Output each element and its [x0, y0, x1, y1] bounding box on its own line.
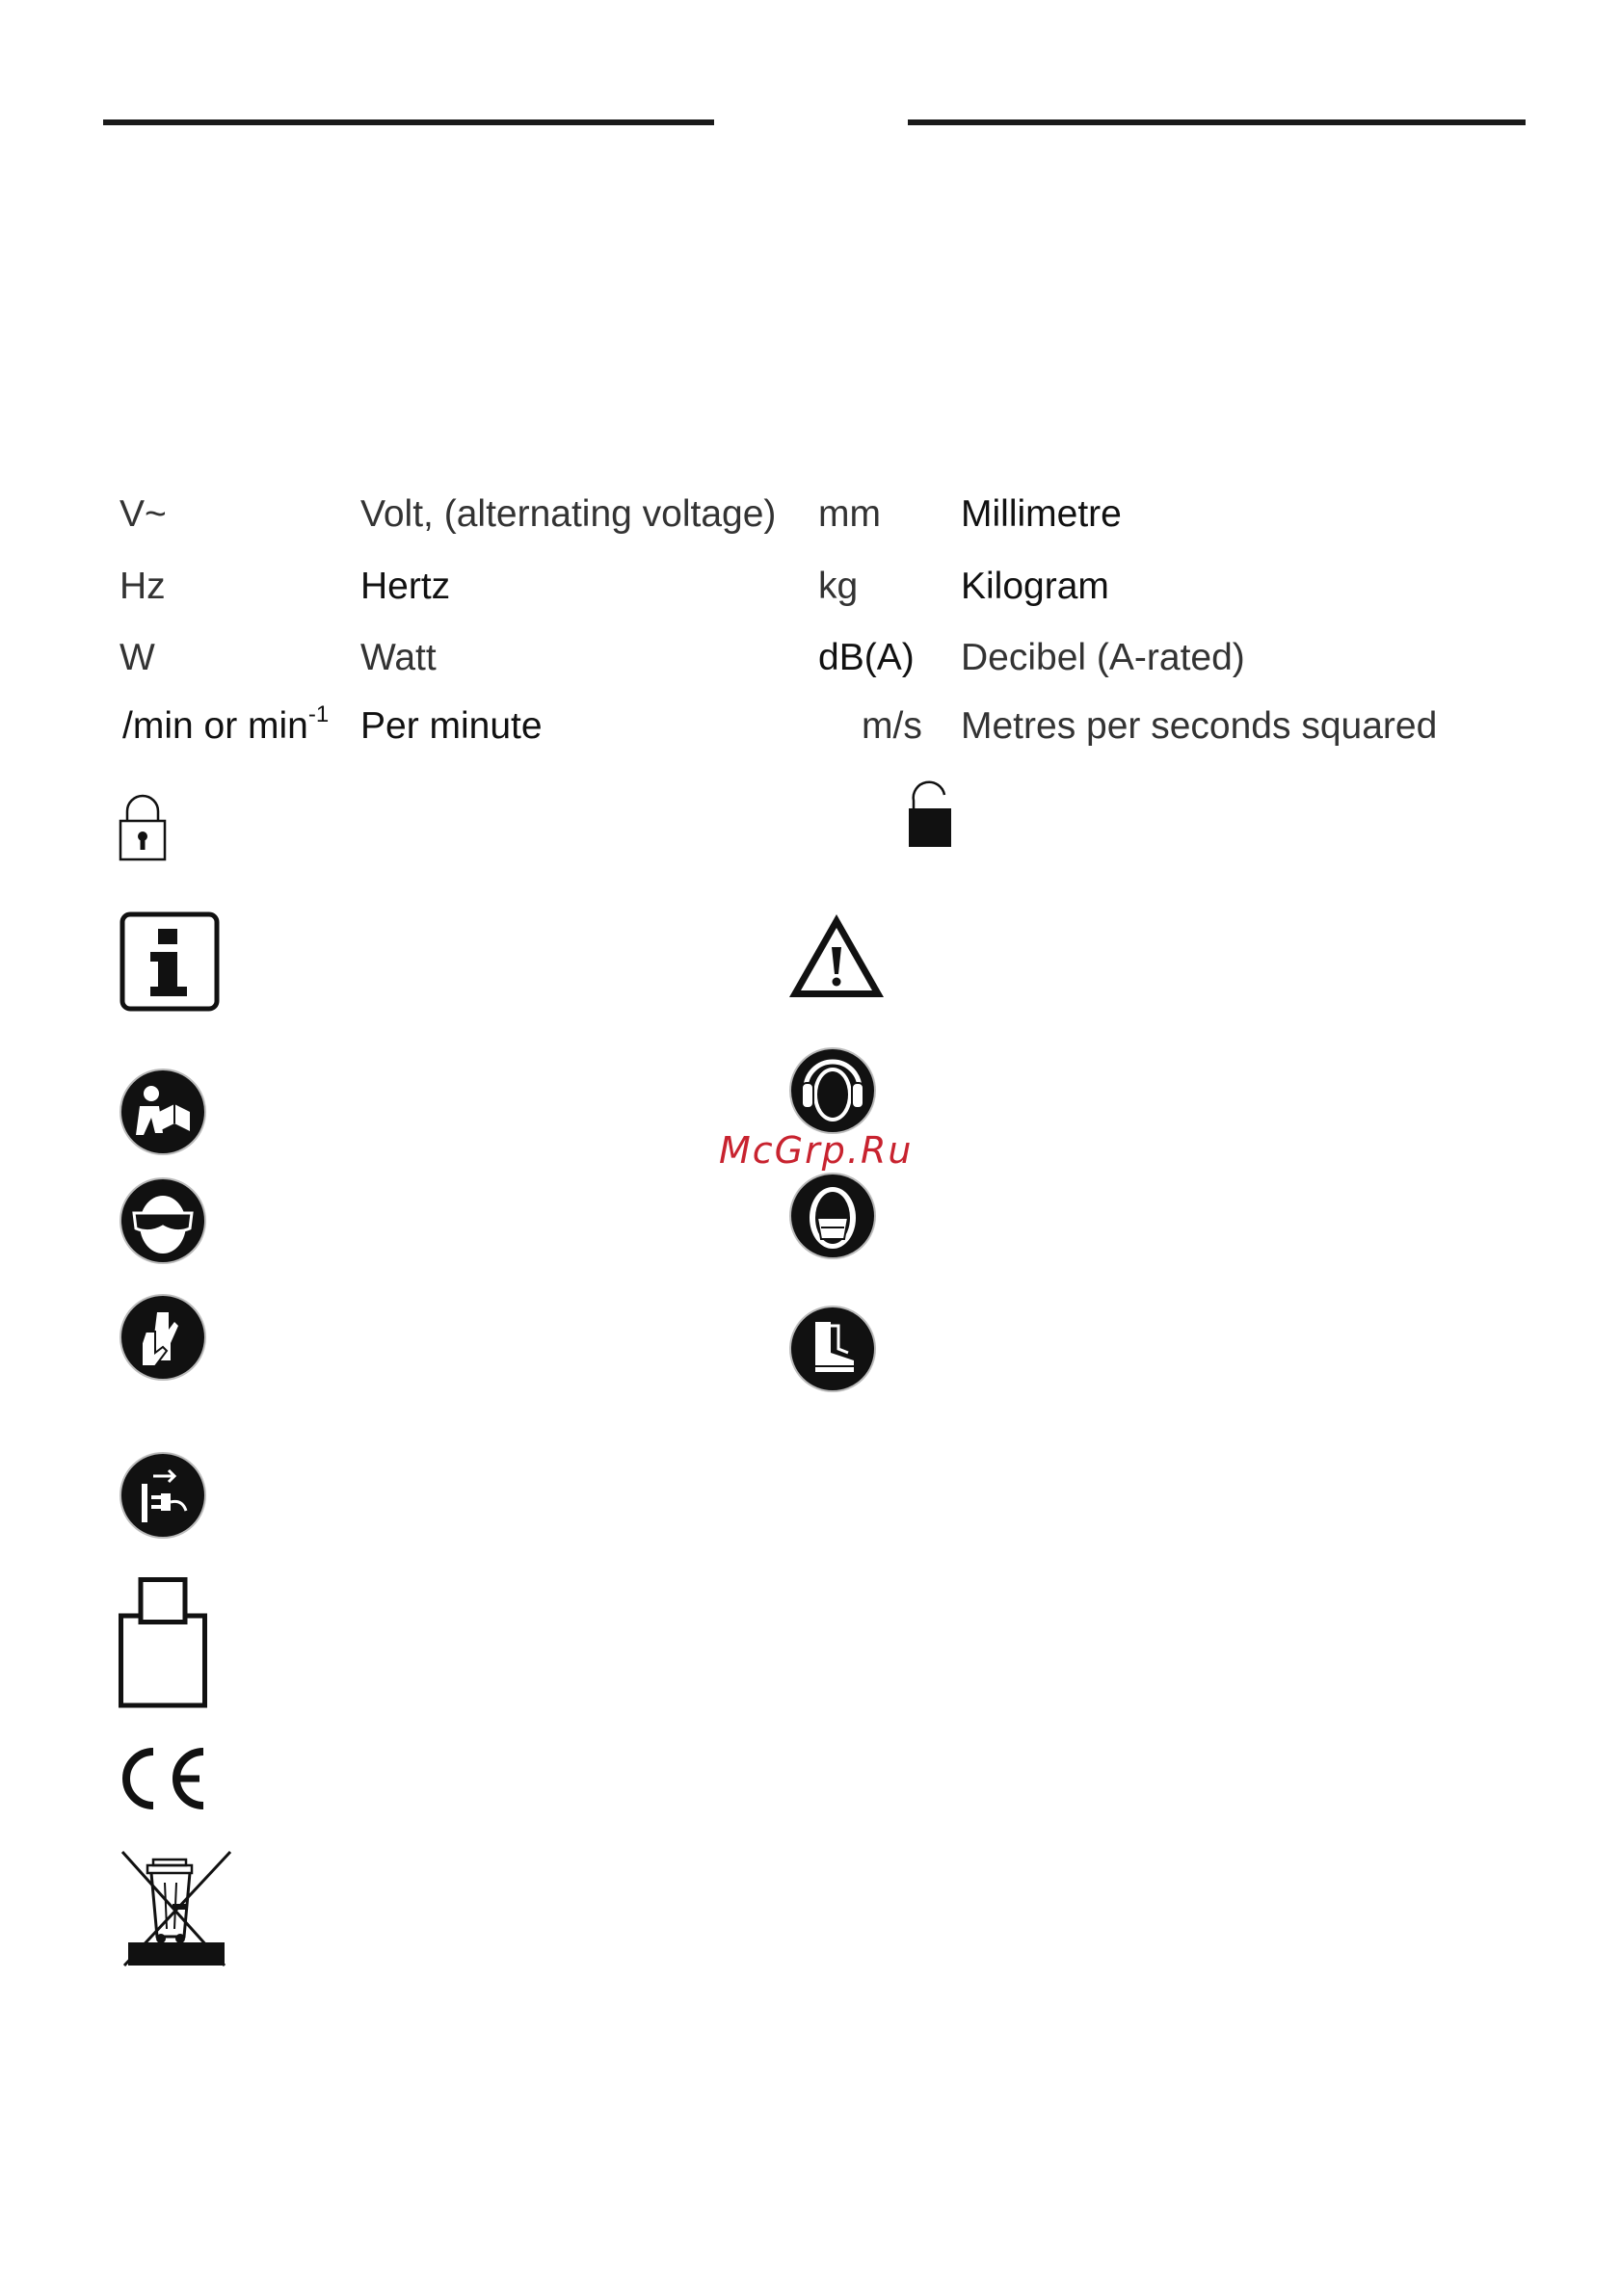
unit-abbr-per-minute	[122, 701, 330, 747]
information-icon	[120, 911, 220, 1016]
header-rule-left	[103, 119, 714, 125]
unit-abbr-watt: W	[120, 637, 155, 678]
safety-boots-icon	[788, 1305, 877, 1398]
unit-abbr-millimetre: mm	[818, 493, 881, 535]
unit-desc-kilogram: Kilogram	[961, 566, 1109, 607]
double-insulation-icon	[119, 1577, 207, 1713]
unit-desc-volt: Volt, (alternating voltage)	[360, 493, 777, 535]
unit-abbr-volt: V~	[120, 493, 167, 535]
unit-abbr-decibel: dB(A)	[818, 637, 915, 678]
gloves-icon	[119, 1293, 207, 1386]
unplug-icon	[119, 1451, 207, 1544]
unit-desc-per-minute: Per minute	[360, 705, 543, 747]
locked-padlock-icon	[118, 792, 168, 866]
watermark-text: McGrp.Ru	[719, 1129, 914, 1172]
unit-desc-hertz: Hertz	[360, 566, 451, 607]
warning-triangle-icon	[785, 910, 888, 1006]
unit-desc-decibel: Decibel (A-rated)	[961, 637, 1245, 678]
ear-protection-icon	[788, 1046, 877, 1140]
unit-desc-watt: Watt	[360, 637, 437, 678]
header-rule-right	[908, 119, 1526, 125]
eye-protection-icon	[119, 1176, 207, 1270]
unit-desc-metres-per-second: Metres per seconds squared	[961, 705, 1438, 747]
unit-desc-millimetre: Millimetre	[961, 493, 1122, 535]
unit-abbr-per-minute-text: /min or min	[122, 705, 308, 747]
unit-abbr-kilogram: kg	[818, 566, 859, 607]
ce-mark-icon	[119, 1746, 209, 1816]
unit-abbr-metres-per-second: m/s	[862, 705, 922, 747]
unit-abbr-hertz: Hz	[120, 566, 166, 607]
dust-mask-icon	[788, 1172, 877, 1265]
unit-abbr-per-minute-sup: -1	[307, 701, 330, 727]
unlocked-padlock-icon	[906, 779, 964, 854]
weee-bin-icon	[119, 1848, 236, 1974]
read-manual-icon	[119, 1068, 207, 1161]
